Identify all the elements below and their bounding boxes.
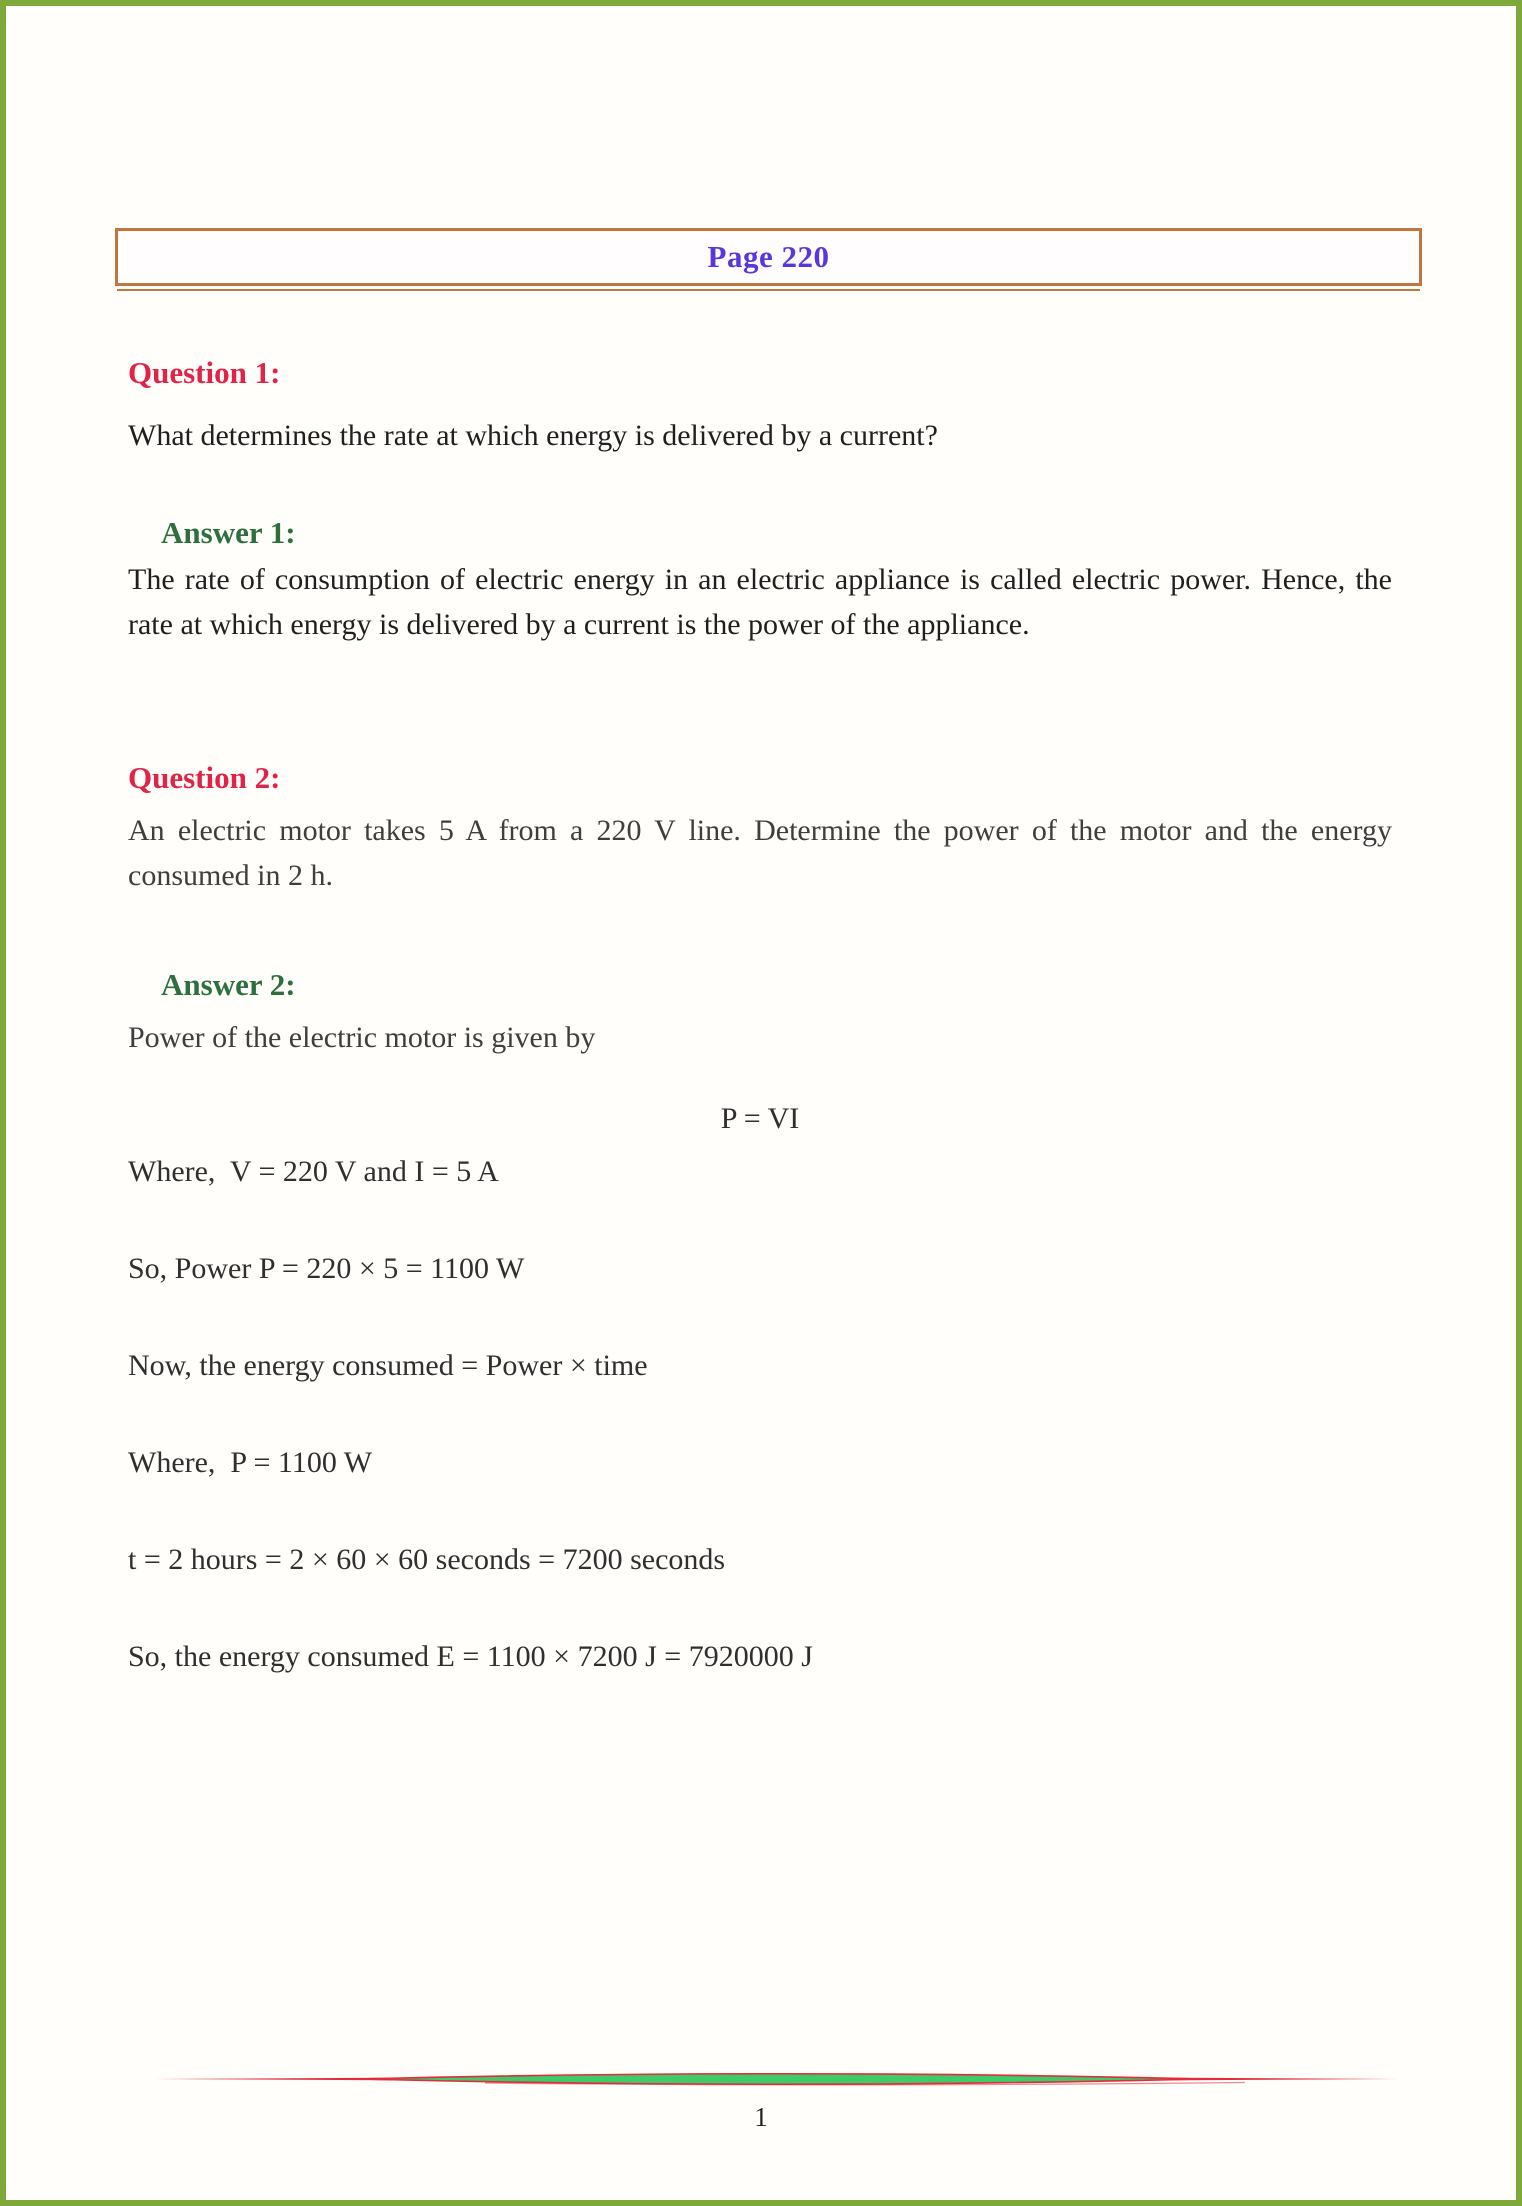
page-content xyxy=(128,350,1392,1679)
answer-2-steps xyxy=(128,1149,1392,1679)
step-energy-formula: Now, the energy consumed = Power × time xyxy=(128,1349,648,1382)
answer-2-heading: Answer 2: xyxy=(161,967,296,1002)
page-number: 1 xyxy=(754,2102,768,2132)
question-1-heading: Question 1: xyxy=(128,355,281,390)
question-2-heading: Question 2: xyxy=(128,760,281,795)
page-header-box xyxy=(115,228,1422,286)
step-where-p: Where, P = 1100 W xyxy=(128,1446,373,1479)
answer-2-intro: Power of the electric motor is given by xyxy=(128,1021,596,1054)
step-energy-result: So, the energy consumed E = 1100 × 7200 J = 7920000 J xyxy=(128,1640,813,1673)
question-1-text: What determines the rate at which energy is delivered by a current? xyxy=(128,419,938,452)
question-2-text: An electric motor takes 5 A from a 220 V line. Determine the power of the motor and the energy consumed in 2 h. xyxy=(128,814,1392,892)
step-where-v-i: Where, V = 220 V and I = 5 A xyxy=(128,1155,499,1188)
step-power-calculation: So, Power P = 220 × 5 = 1100 W xyxy=(128,1252,525,1285)
answer-1-heading: Answer 1: xyxy=(161,515,296,550)
equation-p-vi: P = VI xyxy=(720,1102,800,1135)
page-title: Page 220 xyxy=(707,239,830,274)
step-time-conversion: t = 2 hours = 2 × 60 × 60 seconds = 7200 seconds xyxy=(128,1543,726,1576)
answer-1-text: The rate of consumption of electric energy in an electric appliance is called electric power. Hence, the rate at which energy is delivered by a current is the power of the appliance. xyxy=(128,563,1392,641)
decorative-divider xyxy=(155,2066,1405,2092)
